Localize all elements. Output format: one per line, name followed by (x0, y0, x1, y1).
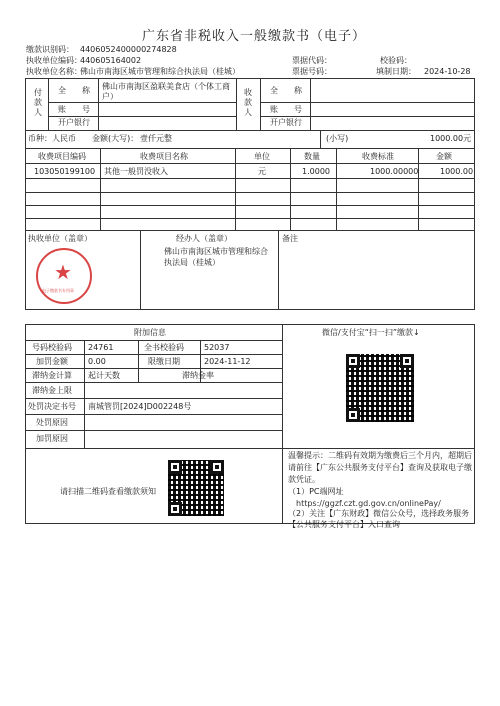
executor-code: 440605164002 (80, 56, 142, 65)
tip-line-4: （1）PC端网址 (288, 487, 344, 496)
notice-qr-code[interactable] (168, 460, 224, 516)
verify-code-label: 号码校验码 (32, 343, 72, 352)
verify-code: 24761 (88, 343, 114, 352)
tip-line-3: 款凭证。 (288, 475, 320, 484)
executor-name-label: 执收单位名称： (26, 67, 82, 76)
extra-reason-label: 加罚原因 (36, 434, 68, 443)
item-amount: 1000.00 (440, 167, 474, 176)
full-verify-code: 52037 (204, 343, 230, 352)
late-fee-cap-label: 滞纳金上限 (32, 386, 72, 395)
payment-qr-code[interactable] (346, 354, 414, 422)
extra-fine-label: 加罚金额 (36, 357, 68, 366)
col-header-amount: 金额 (436, 152, 452, 161)
col-header-standard: 收费标准 (362, 152, 394, 161)
payee-account-label: 账 号 (270, 105, 302, 114)
payee-side-label: 收款人 (244, 88, 252, 117)
currency-value: 人民币 (52, 134, 76, 143)
amount-lower-label: (小写) (326, 134, 349, 143)
decision-no: 南城管罚[2024]D002248号 (88, 402, 192, 411)
bill-code-label: 票据代码： (292, 56, 332, 65)
scan-hint: 请扫描二维码查看缴款须知 (60, 487, 156, 496)
handler-label: 经办人（盖章） (176, 234, 232, 243)
executor-name: 佛山市南海区城市管理和综合执法局（桂城） (80, 67, 240, 76)
amount-lower: 1000.00元 (430, 134, 472, 143)
col-header-code: 收费项目编码 (38, 152, 86, 161)
payer-side-label: 付款人 (34, 88, 42, 117)
item-name: 其他一般罚没收入 (104, 167, 168, 176)
payee-name-label: 全 称 (270, 86, 302, 95)
official-seal: ★ 电子缴款书专用章 (36, 248, 92, 304)
payer-name-label: 全 称 (58, 86, 90, 95)
executor-stamp-label: 执收单位（盖章） (28, 234, 92, 243)
due-date: 2024-11-12 (204, 357, 251, 366)
currency-label: 币种： (28, 134, 52, 143)
tip-line-6: （2）关注【广东财政】微信公众号，选择政务服务 (288, 509, 470, 518)
payer-bank-label: 开户银行 (58, 118, 90, 127)
tip-line-7: 【公共服务支付平台】入口查询 (288, 520, 400, 529)
full-verify-label: 全书校验码 (144, 343, 184, 352)
amount-upper-label: 金额(大写)： (92, 134, 139, 143)
tip-line-1: 温馨提示：二维码有效期为缴费后三个月内，超期后 (288, 451, 472, 460)
handler-name: 佛山市南海区城市管理和综合执法局（桂城） (164, 247, 268, 267)
col-header-qty: 数量 (304, 152, 320, 161)
late-fee-rate-label: 滞纳金率 (182, 371, 214, 380)
due-date-label: 限缴日期 (148, 357, 180, 366)
check-code-label: 校验码： (380, 56, 412, 65)
col-header-name: 收费项目名称 (140, 152, 188, 161)
item-qty: 1.0000 (302, 167, 330, 176)
attached-title: 附加信息 (134, 328, 166, 337)
amount-upper: 壹仟元整 (140, 134, 172, 143)
pay-url[interactable]: https://ggzf.czt.gd.gov.cn/onlinePay/ (296, 499, 441, 508)
page-title: 广东省非税收入一般缴款书（电子） (142, 29, 367, 44)
fill-date: 2024-10-28 (424, 67, 471, 76)
pay-title: 微信/支付宝“扫一扫”缴款↓ (322, 328, 420, 337)
item-code: 103050199100 (34, 167, 96, 176)
extra-fine: 0.00 (88, 357, 106, 366)
item-standard: 1000.00000 (370, 167, 419, 176)
item-unit: 元 (258, 167, 266, 176)
payee-bank-label: 开户银行 (270, 118, 302, 127)
tip-line-2: 请前往【广东公共服务支付平台】查询及获取电子缴 (288, 463, 472, 472)
payer-name: 佛山市南海区盈联美食店（个体工商户） (102, 82, 230, 101)
remark-label: 备注 (282, 234, 298, 243)
bill-no-label: 票据号码： (292, 67, 332, 76)
executor-code-label: 执收单位编码： (26, 56, 82, 65)
col-header-unit: 单位 (254, 152, 270, 161)
payer-account-label: 账 号 (58, 105, 90, 114)
notice-no: 4406052400000274828 (80, 45, 177, 54)
date-label: 填制日期： (376, 67, 416, 76)
late-fee-calc-label: 滞纳金计算 (32, 371, 72, 380)
seal-text: 电子缴款书专用章 (42, 288, 74, 293)
notice-no-label: 缴款识别码： (26, 45, 74, 54)
start-days-label: 起计天数 (88, 371, 120, 380)
decision-no-label: 处罚决定书号 (28, 402, 76, 411)
penalty-reason-label: 处罚原因 (36, 418, 68, 427)
